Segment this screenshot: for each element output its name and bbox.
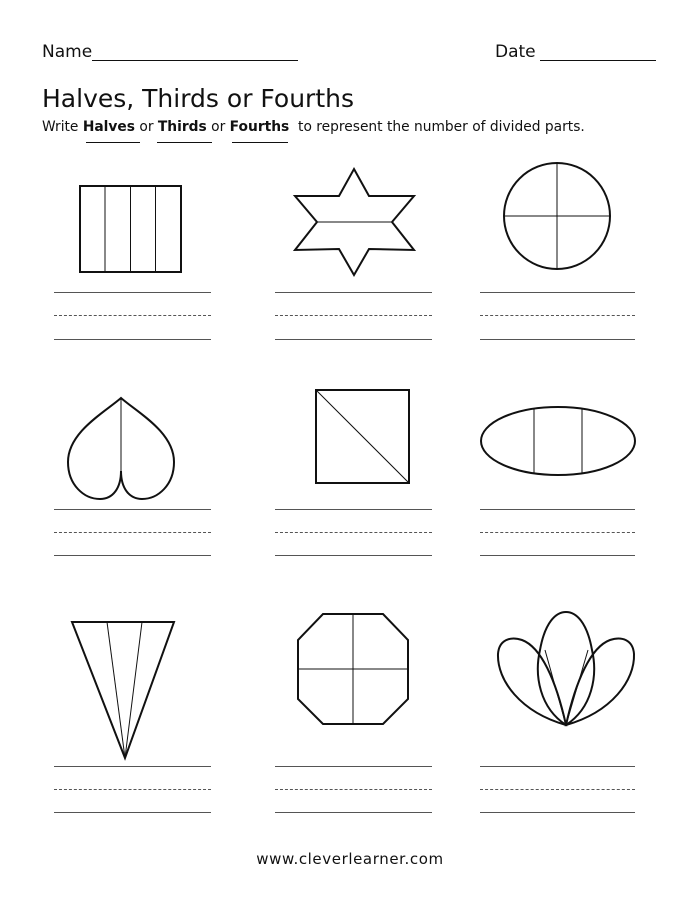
name-label: Name xyxy=(42,42,93,62)
instr-thirds: Thirds xyxy=(157,119,207,135)
instr-or-2: or xyxy=(211,119,226,135)
page-title: Halves, Thirds or Fourths xyxy=(42,84,354,113)
instr-halves: Halves xyxy=(82,119,135,135)
instr-rest: to represent the number of divided parts. xyxy=(298,119,585,135)
instr-fourths: Fourths xyxy=(229,119,290,135)
instr-write: Write xyxy=(42,119,79,135)
instr-or-1: or xyxy=(139,119,154,135)
footer-url: www.cleverlearner.com xyxy=(256,850,444,868)
date-label: Date xyxy=(495,42,536,62)
